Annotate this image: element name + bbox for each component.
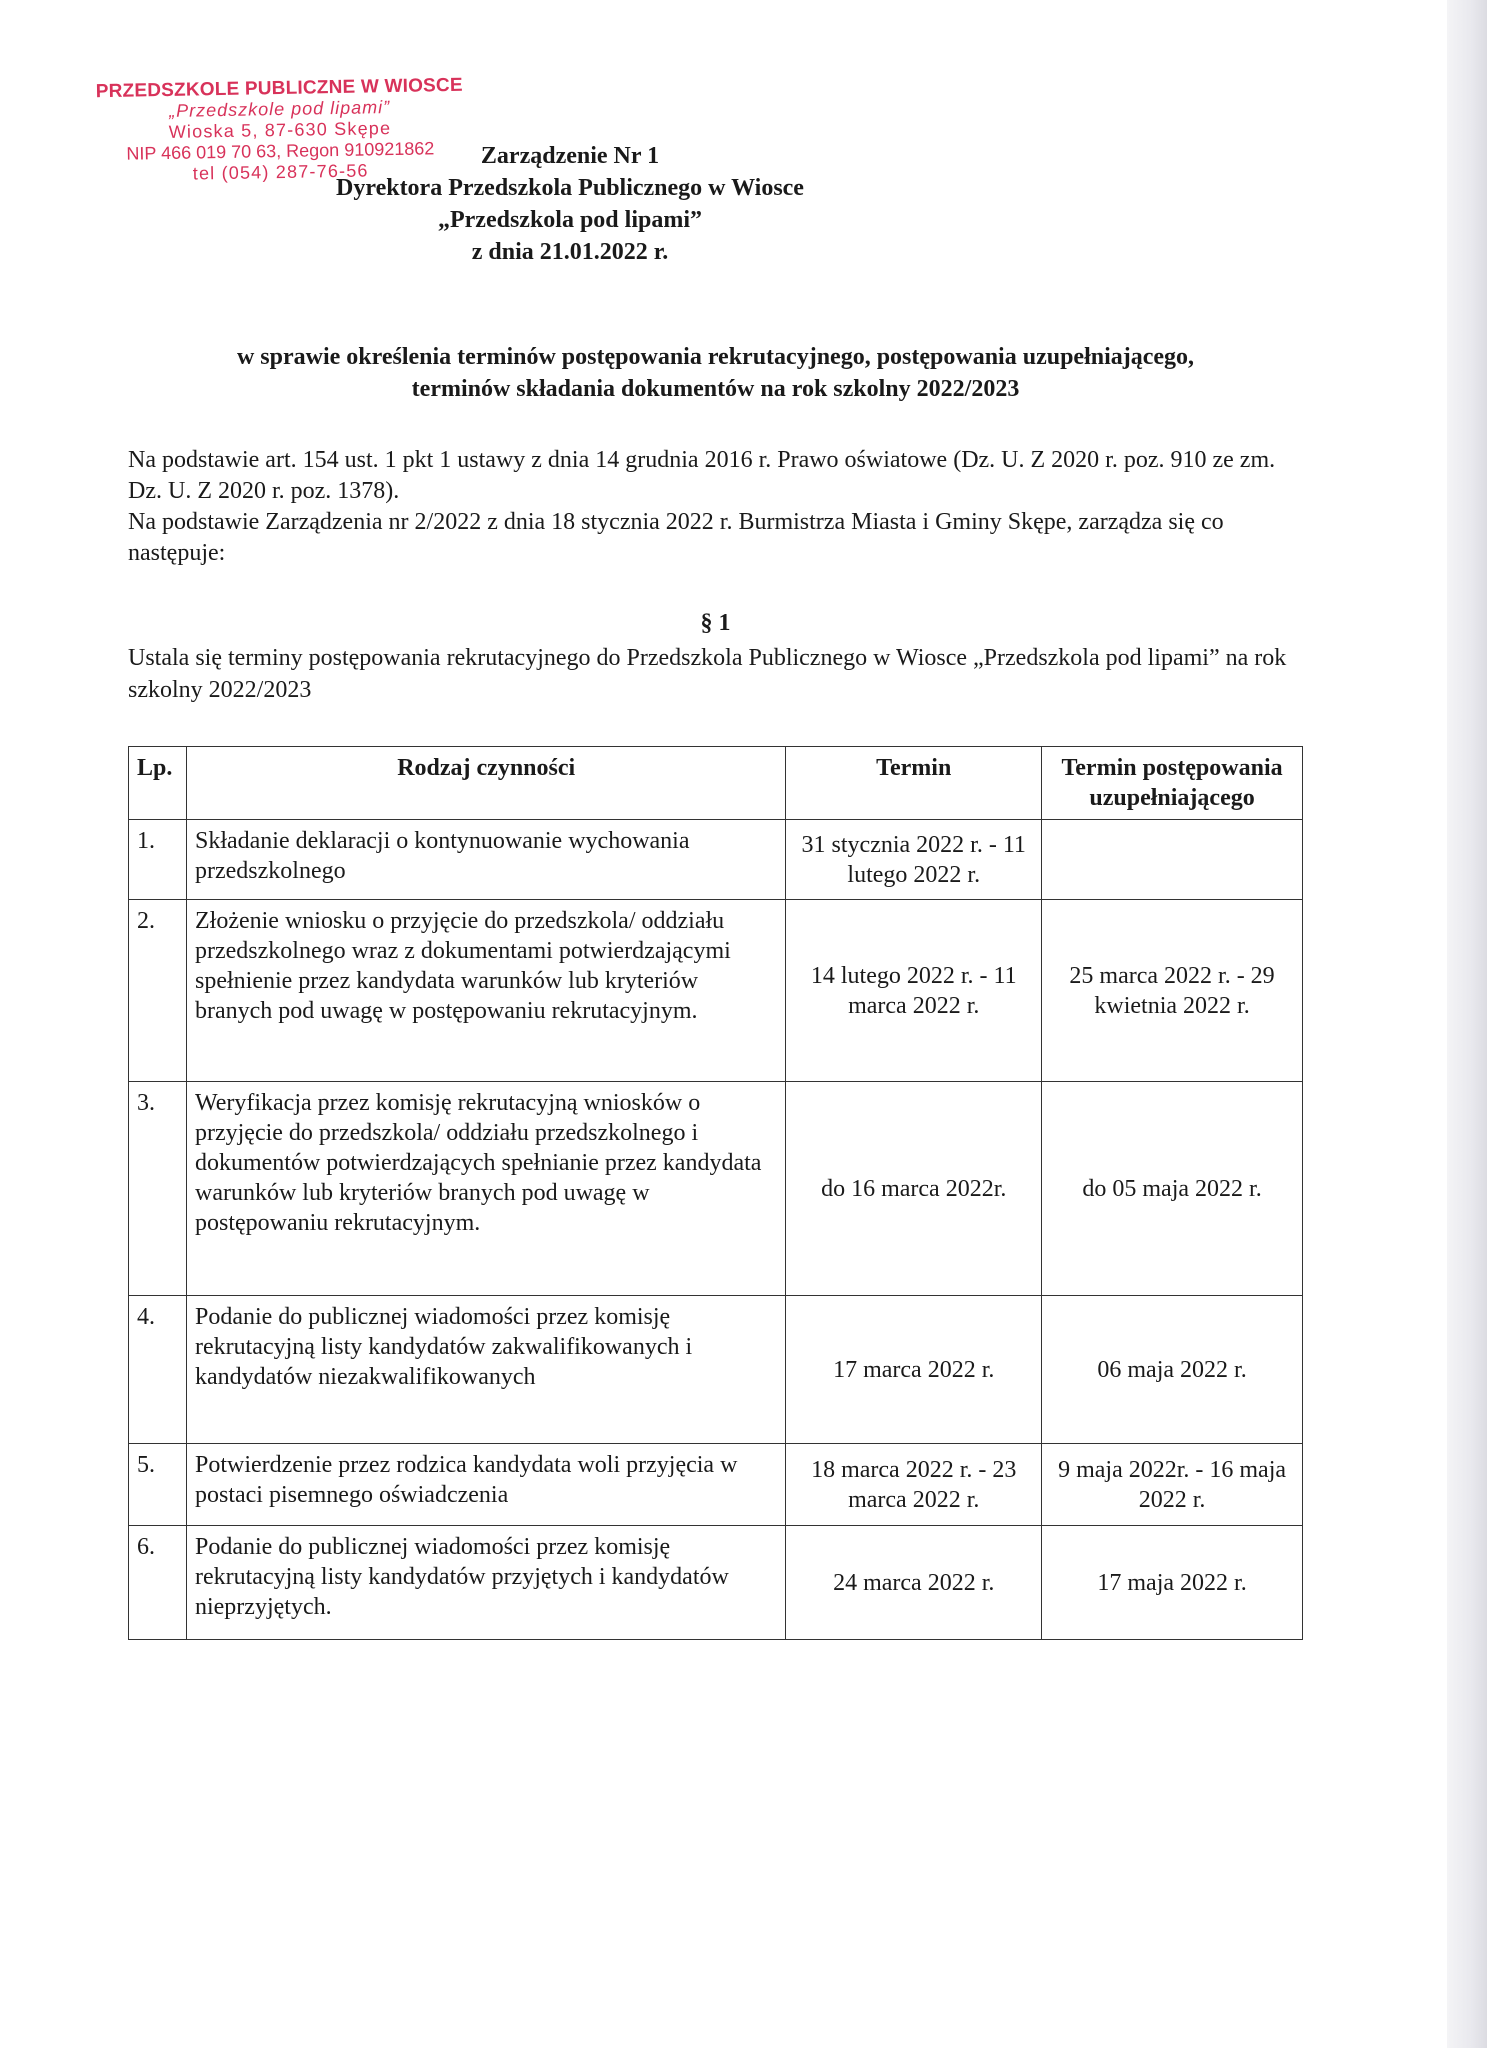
header-issuer: Dyrektora Przedszkola Publicznego w Wiosce	[336, 175, 804, 201]
stamp-address: Wioska 5, 87-630 Skępe	[168, 118, 392, 142]
row-activity: Złożenie wniosku o przyjęcie do przedszkola/ oddziału przedszkolnego wraz z dokumentami potwierdzającymi spełnienie przez kandydata warunków lub kryteriów branych pod uwagę w postępowaniu rekrutacyjnym.	[186, 900, 785, 1082]
table-row	[129, 820, 1303, 900]
recruitment-schedule-table	[128, 746, 1303, 1640]
legal-basis-1: Na podstawie art. 154 ust. 1 pkt 1 ustawy z dnia 14 grudnia 2016 r. Prawo oświatowe (Dz. U. Z 2020 r. poz. 910 ze zm. Dz. U. Z 2020 r. poz. 1378).	[128, 447, 1276, 504]
document-subject	[128, 341, 1303, 405]
header-title: Zarządzenie Nr 1	[480, 143, 660, 169]
row-lp: 5.	[129, 1444, 187, 1526]
stamp-name: PRZEDSZKOLE PUBLICZNE W WIOSCE	[95, 74, 463, 103]
table-row	[129, 1526, 1303, 1640]
row-activity: Potwierdzenie przez rodzica kandydata woli przyjęcia w postaci pisemnego oświadczenia	[186, 1444, 785, 1526]
stamp-nip-regon: NIP 466 019 70 63, Regon 910921862	[126, 138, 435, 164]
table-row	[129, 1444, 1303, 1526]
table-row	[129, 1296, 1303, 1444]
table-header-row	[129, 747, 1303, 820]
row-activity: Podanie do publicznej wiadomości przez komisję rekrutacyjną listy kandydatów zakwalifikowanych i kandydatów niezakwalifikowanych	[186, 1296, 785, 1444]
row-lp: 4.	[129, 1296, 187, 1444]
row-lp: 1.	[129, 820, 187, 900]
row-term-supplementary: 17 maja 2022 r.	[1042, 1526, 1303, 1640]
header-term: Termin	[786, 747, 1042, 820]
row-term: 14 lutego 2022 r. - 11 marca 2022 r.	[786, 900, 1042, 1082]
row-term: 17 marca 2022 r.	[786, 1296, 1042, 1444]
row-term-supplementary	[1042, 820, 1303, 900]
row-term-supplementary: 06 maja 2022 r.	[1042, 1296, 1303, 1444]
header-activity: Rodzaj czynności	[186, 747, 785, 820]
row-term: 31 stycznia 2022 r. - 11 lutego 2022 r.	[786, 820, 1042, 900]
row-term-supplementary: do 05 maja 2022 r.	[1042, 1082, 1303, 1296]
row-activity: Składanie deklaracji o kontynuowanie wychowania przedszkolnego	[186, 820, 785, 900]
row-term-supplementary: 9 maja 2022r. - 16 maja 2022 r.	[1042, 1444, 1303, 1526]
table-row	[129, 900, 1303, 1082]
header-lp: Lp.	[129, 747, 187, 820]
table-row	[129, 1082, 1303, 1296]
row-lp: 3.	[129, 1082, 187, 1296]
subject-line-2: terminów składania dokumentów na rok szkolny 2022/2023	[411, 376, 1020, 402]
row-lp: 6.	[129, 1526, 187, 1640]
row-term: do 16 marca 2022r.	[786, 1082, 1042, 1296]
row-term-supplementary: 25 marca 2022 r. - 29 kwietnia 2022 r.	[1042, 900, 1303, 1082]
row-term: 18 marca 2022 r. - 23 marca 2022 r.	[786, 1444, 1042, 1526]
header-institution: „Przedszkola pod lipami”	[437, 207, 702, 233]
row-activity: Weryfikacja przez komisję rekrutacyjną wniosków o przyjęcie do przedszkola/ oddziału przedszkolnego i dokumentów potwierdzających spełnianie przez kandydata warunków lub kryteriów branych pod uwagę w postępowaniu rekrutacyjnym.	[186, 1082, 785, 1296]
header-date: z dnia 21.01.2022 r.	[471, 239, 669, 265]
row-term: 24 marca 2022 r.	[786, 1526, 1042, 1640]
subject-line-1: w sprawie określenia terminów postępowania rekrutacyjnego, postępowania uzupełniającego,	[236, 344, 1195, 370]
stamp-phone: tel (054) 287-76-56	[192, 160, 369, 184]
header-term-supplementary: Termin postępowania uzupełniającego	[1042, 747, 1303, 820]
row-activity: Podanie do publicznej wiadomości przez komisję rekrutacyjną listy kandydatów przyjętych i kandydatów nieprzyjętych.	[186, 1526, 785, 1640]
section-sign: § 1	[700, 610, 731, 636]
row-lp: 2.	[129, 900, 187, 1082]
section-intro: Ustala się terminy postępowania rekrutacyjnego do Przedszkola Publicznego w Wiosce „Przedszkola pod lipami” na rok szkolny 2022/2023	[128, 645, 1287, 703]
page-edge	[1447, 0, 1487, 2048]
legal-basis-2: Na podstawie Zarządzenia nr 2/2022 z dnia 18 stycznia 2022 r. Burmistrza Miasta i Gminy Skępe, zarządza się co następuje:	[128, 509, 1224, 566]
legal-basis	[128, 445, 1308, 569]
stamp-subname: „Przedszkole pod lipami”	[168, 97, 391, 121]
document-header	[300, 140, 840, 268]
